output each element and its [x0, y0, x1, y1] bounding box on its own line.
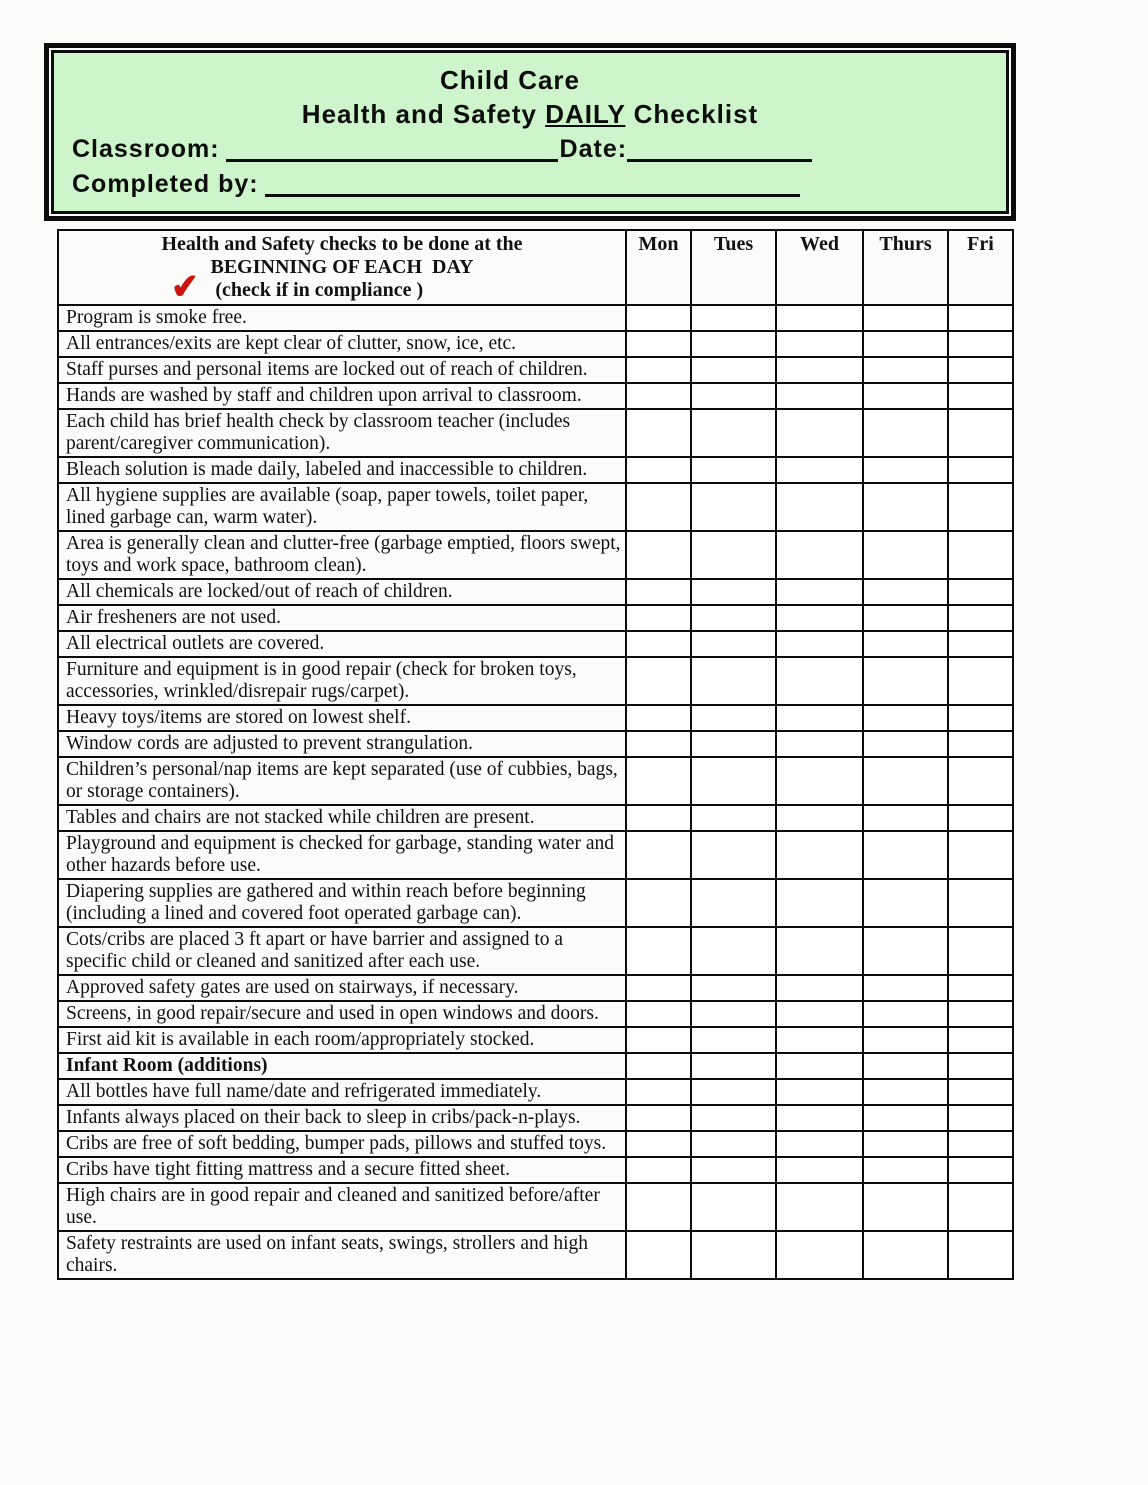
check-cell-thurs[interactable] [863, 831, 948, 879]
check-cell-mon[interactable] [626, 1231, 691, 1279]
check-cell-wed[interactable] [776, 1001, 863, 1027]
check-cell-wed[interactable] [776, 409, 863, 457]
checklist-item-cell: Screens, in good repair/secure and used in open windows and doors. [58, 1001, 626, 1027]
check-cell-thurs[interactable] [863, 1183, 948, 1231]
check-cell-tues[interactable] [691, 831, 776, 879]
check-cell-mon[interactable] [626, 831, 691, 879]
check-cell-fri[interactable] [948, 831, 1013, 879]
check-cell-fri[interactable] [948, 305, 1013, 331]
check-cell-mon[interactable] [626, 757, 691, 805]
check-cell-mon[interactable] [626, 705, 691, 731]
table-row [58, 383, 1013, 409]
check-cell-mon[interactable] [626, 631, 691, 657]
check-cell-fri[interactable] [948, 805, 1013, 831]
check-cell-wed[interactable] [776, 1183, 863, 1231]
check-cell-mon[interactable] [626, 579, 691, 605]
check-cell-tues[interactable] [691, 383, 776, 409]
check-cell-mon[interactable] [626, 1157, 691, 1183]
check-cell-tues[interactable] [691, 1157, 776, 1183]
table-row [58, 1079, 1013, 1105]
checklist-item-cell: Approved safety gates are used on stairways, if necessary. [58, 975, 626, 1001]
table-row [58, 1157, 1013, 1183]
check-cell-wed[interactable] [776, 605, 863, 631]
check-cell-thurs[interactable] [863, 579, 948, 605]
check-cell-fri[interactable] [948, 1157, 1013, 1183]
checklist-table [57, 229, 1014, 1280]
checklist-item-cell: Hands are washed by staff and children upon arrival to classroom. [58, 383, 626, 409]
check-cell-wed[interactable] [776, 1105, 863, 1131]
check-cell-fri[interactable] [948, 483, 1013, 531]
check-cell-fri[interactable] [948, 531, 1013, 579]
check-cell-wed[interactable] [776, 705, 863, 731]
check-cell-mon[interactable] [626, 805, 691, 831]
day-header-thurs: Thurs [863, 230, 948, 305]
check-cell-fri[interactable] [948, 705, 1013, 731]
table-row [58, 1053, 1013, 1079]
check-cell-tues[interactable] [691, 579, 776, 605]
check-cell-wed[interactable] [776, 331, 863, 357]
check-cell-tues[interactable] [691, 705, 776, 731]
check-cell-fri[interactable] [948, 1231, 1013, 1279]
check-cell-thurs[interactable] [863, 331, 948, 357]
day-header-tues: Tues [691, 230, 776, 305]
checklist-item-cell: Cots/cribs are placed 3 ft apart or have barrier and assigned to a specific child or cleaned and sanitized after each use. [58, 927, 626, 975]
check-cell-wed[interactable] [776, 1027, 863, 1053]
check-cell-wed[interactable] [776, 631, 863, 657]
date-blank-field[interactable] [627, 137, 812, 162]
check-cell-thurs[interactable] [863, 1157, 948, 1183]
check-cell-mon[interactable] [626, 409, 691, 457]
check-cell-tues[interactable] [691, 357, 776, 383]
table-row [58, 605, 1013, 631]
checklist-item-cell: Staff purses and personal items are locked out of reach of children. [58, 357, 626, 383]
checklist-item-cell: Each child has brief health check by classroom teacher (includes parent/caregiver communication). [58, 409, 626, 457]
check-cell-wed[interactable] [776, 1231, 863, 1279]
check-cell-wed[interactable] [776, 457, 863, 483]
check-cell-tues[interactable] [691, 305, 776, 331]
table-row [58, 879, 1013, 927]
check-cell-wed[interactable] [776, 357, 863, 383]
check-cell-thurs[interactable] [863, 1105, 948, 1131]
check-cell-thurs[interactable] [863, 1053, 948, 1079]
checklist-title-line2: BEGINNING OF EACH DAY [210, 256, 474, 278]
check-cell-tues[interactable] [691, 879, 776, 927]
check-cell-fri[interactable] [948, 1131, 1013, 1157]
check-cell-thurs[interactable] [863, 357, 948, 383]
table-row [58, 357, 1013, 383]
check-cell-fri[interactable] [948, 1183, 1013, 1231]
check-cell-mon[interactable] [626, 1105, 691, 1131]
form-title-line2 [54, 99, 1006, 129]
table-row [58, 331, 1013, 357]
check-cell-fri[interactable] [948, 457, 1013, 483]
date-label: Date: [559, 135, 628, 163]
check-cell-tues[interactable] [691, 1001, 776, 1027]
check-cell-fri[interactable] [948, 757, 1013, 805]
check-cell-tues[interactable] [691, 805, 776, 831]
check-cell-tues[interactable] [691, 975, 776, 1001]
table-row [58, 705, 1013, 731]
title-line2-suffix: Checklist [625, 99, 759, 129]
check-cell-wed[interactable] [776, 483, 863, 531]
check-cell-wed[interactable] [776, 731, 863, 757]
check-cell-fri[interactable] [948, 631, 1013, 657]
check-cell-fri[interactable] [948, 879, 1013, 927]
check-cell-tues[interactable] [691, 1027, 776, 1053]
compliance-note: (check if in compliance ) [215, 279, 424, 301]
check-cell-mon[interactable] [626, 457, 691, 483]
check-cell-thurs[interactable] [863, 457, 948, 483]
check-cell-tues[interactable] [691, 657, 776, 705]
check-cell-mon[interactable] [626, 605, 691, 631]
table-row [58, 631, 1013, 657]
table-row [58, 731, 1013, 757]
check-cell-fri[interactable] [948, 927, 1013, 975]
classroom-label: Classroom: [72, 135, 220, 163]
check-cell-fri[interactable] [948, 579, 1013, 605]
check-cell-mon[interactable] [626, 975, 691, 1001]
checklist-item-cell: High chairs are in good repair and cleaned and sanitized before/after use. [58, 1183, 626, 1231]
checklist-item-cell: Cribs have tight fitting mattress and a secure fitted sheet. [58, 1157, 626, 1183]
check-cell-mon[interactable] [626, 531, 691, 579]
check-cell-thurs[interactable] [863, 1001, 948, 1027]
check-cell-wed[interactable] [776, 1157, 863, 1183]
check-cell-mon[interactable] [626, 357, 691, 383]
check-cell-thurs[interactable] [863, 1231, 948, 1279]
check-cell-mon[interactable] [626, 331, 691, 357]
check-cell-tues[interactable] [691, 331, 776, 357]
checklist-item-cell: Air fresheners are not used. [58, 605, 626, 631]
check-cell-wed[interactable] [776, 1053, 863, 1079]
check-cell-thurs[interactable] [863, 1131, 948, 1157]
form-header-box [44, 43, 1016, 221]
table-row [58, 531, 1013, 579]
check-cell-thurs[interactable] [863, 927, 948, 975]
check-cell-wed[interactable] [776, 757, 863, 805]
check-cell-fri[interactable] [948, 357, 1013, 383]
check-cell-thurs[interactable] [863, 409, 948, 457]
table-row [58, 657, 1013, 705]
checklist-item-cell: Cribs are free of soft bedding, bumper pads, pillows and stuffed toys. [58, 1131, 626, 1157]
check-cell-tues[interactable] [691, 1131, 776, 1157]
check-cell-fri[interactable] [948, 383, 1013, 409]
table-row [58, 1183, 1013, 1231]
completed-by-label: Completed by: [72, 170, 259, 198]
form-title-line1: Child Care [439, 65, 581, 95]
check-cell-wed[interactable] [776, 879, 863, 927]
completed-by-blank-field[interactable] [265, 172, 800, 197]
check-cell-wed[interactable] [776, 579, 863, 605]
check-cell-thurs[interactable] [863, 1079, 948, 1105]
check-cell-fri[interactable] [948, 1105, 1013, 1131]
check-cell-mon[interactable] [626, 305, 691, 331]
check-cell-mon[interactable] [626, 927, 691, 975]
checklist-item-cell: Program is smoke free. [58, 305, 626, 331]
section-header-cell: Infant Room (additions) [58, 1053, 626, 1079]
checklist-title-cell [58, 230, 626, 305]
checklist-item-cell: All hygiene supplies are available (soap, paper towels, toilet paper, lined garbage can, warm water). [58, 483, 626, 531]
check-cell-tues[interactable] [691, 1231, 776, 1279]
table-row [58, 1027, 1013, 1053]
checklist-title-line1: Health and Safety checks to be done at the [161, 233, 523, 255]
checklist-item-cell: All electrical outlets are covered. [58, 631, 626, 657]
check-cell-thurs[interactable] [863, 605, 948, 631]
check-cell-tues[interactable] [691, 731, 776, 757]
check-cell-fri[interactable] [948, 1053, 1013, 1079]
check-cell-thurs[interactable] [863, 879, 948, 927]
check-cell-mon[interactable] [626, 1001, 691, 1027]
table-row [58, 457, 1013, 483]
check-cell-thurs[interactable] [863, 657, 948, 705]
check-cell-tues[interactable] [691, 757, 776, 805]
checklist-item-cell: First aid kit is available in each room/appropriately stocked. [58, 1027, 626, 1053]
check-cell-tues[interactable] [691, 1053, 776, 1079]
check-cell-tues[interactable] [691, 631, 776, 657]
checklist-item-cell: Infants always placed on their back to sleep in cribs/pack-n-plays. [58, 1105, 626, 1131]
check-cell-tues[interactable] [691, 1079, 776, 1105]
check-cell-mon[interactable] [626, 879, 691, 927]
table-row [58, 805, 1013, 831]
check-cell-tues[interactable] [691, 1183, 776, 1231]
check-cell-tues[interactable] [691, 531, 776, 579]
check-cell-thurs[interactable] [863, 1027, 948, 1053]
checklist-item-cell: Playground and equipment is checked for garbage, standing water and other hazards before use. [58, 831, 626, 879]
check-cell-mon[interactable] [626, 1053, 691, 1079]
checklist-item-cell: Tables and chairs are not stacked while children are present. [58, 805, 626, 831]
check-cell-wed[interactable] [776, 383, 863, 409]
checklist-item-cell: Bleach solution is made daily, labeled and inaccessible to children. [58, 457, 626, 483]
check-cell-fri[interactable] [948, 1079, 1013, 1105]
check-cell-wed[interactable] [776, 927, 863, 975]
table-row [58, 305, 1013, 331]
day-header-mon: Mon [626, 230, 691, 305]
checklist-item-cell: All chemicals are locked/out of reach of children. [58, 579, 626, 605]
checklist-item-cell: Furniture and equipment is in good repair (check for broken toys, accessories, wrinkled/disrepair rugs/carpet). [58, 657, 626, 705]
check-cell-mon[interactable] [626, 1079, 691, 1105]
red-check-icon: ✔ [169, 267, 201, 307]
table-row [58, 1131, 1013, 1157]
classroom-blank-field[interactable] [226, 137, 558, 162]
check-cell-wed[interactable] [776, 1131, 863, 1157]
table-row [58, 579, 1013, 605]
checklist-item-cell: Area is generally clean and clutter-free (garbage emptied, floors swept, toys and work space, bathroom clean). [58, 531, 626, 579]
title-daily-underlined: DAILY [545, 99, 626, 129]
check-cell-thurs[interactable] [863, 757, 948, 805]
table-row [58, 409, 1013, 457]
check-cell-thurs[interactable] [863, 483, 948, 531]
classroom-date-line [54, 134, 1006, 164]
check-cell-fri[interactable] [948, 731, 1013, 757]
checklist-item-cell: All entrances/exits are kept clear of clutter, snow, ice, etc. [58, 331, 626, 357]
check-cell-fri[interactable] [948, 605, 1013, 631]
check-cell-fri[interactable] [948, 331, 1013, 357]
check-cell-wed[interactable] [776, 657, 863, 705]
check-cell-wed[interactable] [776, 305, 863, 331]
table-row [58, 483, 1013, 531]
check-cell-tues[interactable] [691, 605, 776, 631]
title-line2-prefix: Health and Safety [301, 99, 546, 129]
check-cell-tues[interactable] [691, 483, 776, 531]
form-header-green-panel [51, 50, 1009, 214]
check-cell-mon[interactable] [626, 731, 691, 757]
check-cell-fri[interactable] [948, 409, 1013, 457]
day-header-wed: Wed [776, 230, 863, 305]
checklist-item-cell: Heavy toys/items are stored on lowest shelf. [58, 705, 626, 731]
checklist-item-cell: Window cords are adjusted to prevent strangulation. [58, 731, 626, 757]
table-row [58, 975, 1013, 1001]
table-row [58, 1105, 1013, 1131]
checklist-item-cell: Safety restraints are used on infant seats, swings, strollers and high chairs. [58, 1231, 626, 1279]
check-cell-fri[interactable] [948, 1027, 1013, 1053]
check-cell-wed[interactable] [776, 975, 863, 1001]
table-row [58, 1231, 1013, 1279]
check-cell-thurs[interactable] [863, 975, 948, 1001]
completed-by-line [54, 169, 1006, 199]
check-cell-tues[interactable] [691, 457, 776, 483]
check-cell-thurs[interactable] [863, 805, 948, 831]
check-cell-thurs[interactable] [863, 531, 948, 579]
checklist-item-cell: Children’s personal/nap items are kept separated (use of cubbies, bags, or storage containers). [58, 757, 626, 805]
check-cell-wed[interactable] [776, 805, 863, 831]
table-row [58, 757, 1013, 805]
table-row [58, 831, 1013, 879]
check-cell-thurs[interactable] [863, 731, 948, 757]
check-cell-fri[interactable] [948, 1001, 1013, 1027]
check-cell-mon[interactable] [626, 657, 691, 705]
check-cell-wed[interactable] [776, 1079, 863, 1105]
check-cell-thurs[interactable] [863, 305, 948, 331]
check-cell-tues[interactable] [691, 409, 776, 457]
check-cell-wed[interactable] [776, 831, 863, 879]
check-cell-mon[interactable] [626, 483, 691, 531]
day-header-fri: Fri [948, 230, 1013, 305]
check-cell-tues[interactable] [691, 927, 776, 975]
table-header-row [58, 230, 1013, 305]
table-row [58, 927, 1013, 975]
check-cell-thurs[interactable] [863, 705, 948, 731]
check-cell-mon[interactable] [626, 383, 691, 409]
check-cell-thurs[interactable] [863, 383, 948, 409]
table-row [58, 1001, 1013, 1027]
check-cell-tues[interactable] [691, 1105, 776, 1131]
check-cell-wed[interactable] [776, 531, 863, 579]
checklist-item-cell: All bottles have full name/date and refrigerated immediately. [58, 1079, 626, 1105]
check-cell-thurs[interactable] [863, 631, 948, 657]
check-cell-fri[interactable] [948, 975, 1013, 1001]
check-cell-mon[interactable] [626, 1027, 691, 1053]
checklist-item-cell: Diapering supplies are gathered and within reach before beginning (including a lined and covered foot operated garbage can). [58, 879, 626, 927]
check-cell-mon[interactable] [626, 1131, 691, 1157]
check-cell-mon[interactable] [626, 1183, 691, 1231]
check-cell-fri[interactable] [948, 657, 1013, 705]
